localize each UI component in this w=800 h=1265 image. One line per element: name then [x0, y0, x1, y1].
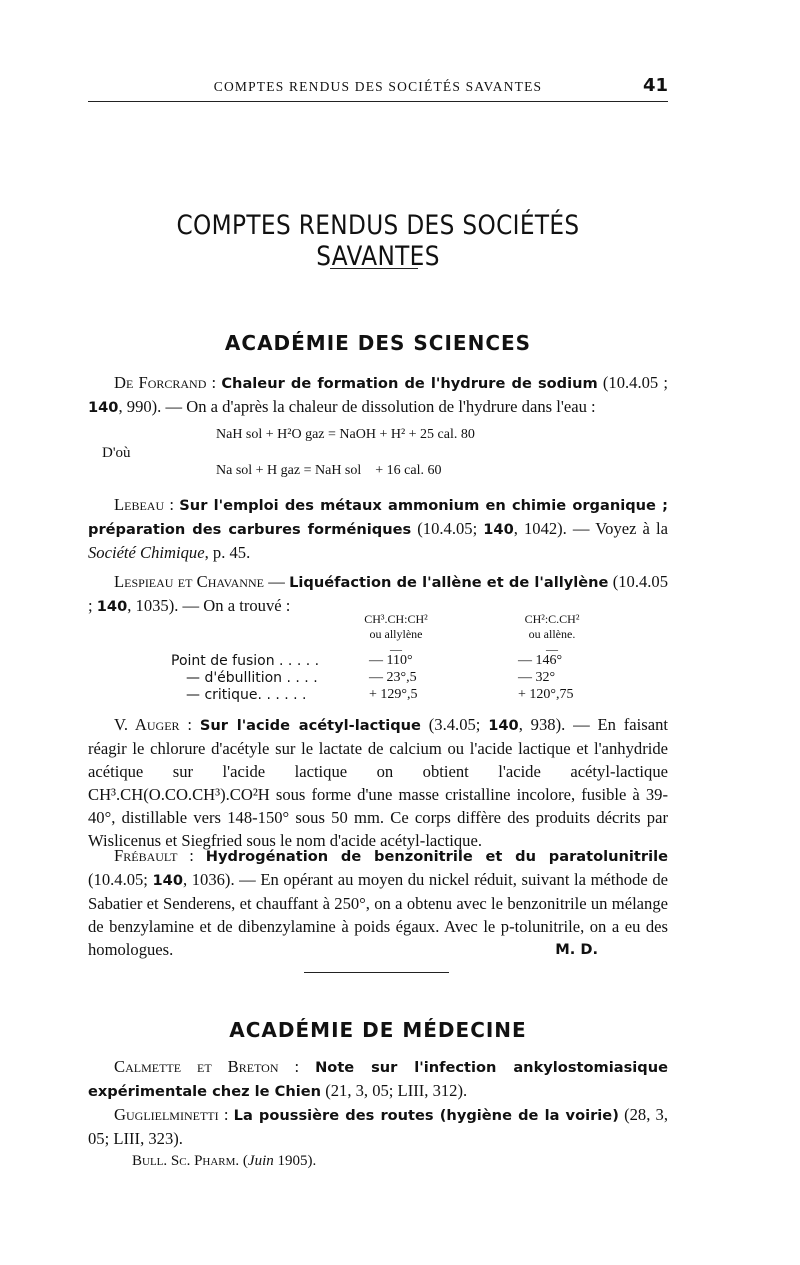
entry-text: , 1042). — Voyez à la — [513, 519, 668, 538]
running-title: COMPTES RENDUS DES SOCIÉTÉS SAVANTES — [213, 79, 543, 94]
cell-value: + 129°,5 — [369, 687, 418, 702]
reference: (28, 3, 05; LIII, 323). — [88, 1105, 668, 1148]
author: Lebeau — [114, 495, 165, 514]
volume: 140 — [488, 717, 519, 734]
month: Juin — [247, 1153, 274, 1169]
reference: (10.4.05 ; — [597, 373, 668, 392]
entry-text-end: , p. 45. — [204, 543, 251, 562]
entry-lebeau — [88, 493, 668, 564]
page-number: 41 — [642, 75, 668, 96]
header-rule — [88, 101, 668, 102]
entry-title: Sur l'emploi des métaux ammonium en chimie organique ; préparation des carbures forméniques — [88, 497, 668, 538]
cell-value: — 146° — [518, 653, 563, 668]
entry-title: Hydrogénation de benzonitrile et du paratolunitrile — [205, 848, 668, 865]
author: Guglielminetti — [114, 1105, 219, 1124]
section-title-sciences: ACADÉMIE DES SCIENCES — [224, 331, 532, 355]
separator: : — [177, 846, 206, 865]
dou-label: D'où — [102, 445, 131, 461]
author: Lespieau et Chavanne — [114, 572, 264, 591]
author: Calmette et Breton — [114, 1057, 279, 1076]
formula: CH³.CH:CH² — [364, 612, 428, 626]
entry-frebault — [88, 844, 668, 961]
volume: 140 — [152, 872, 183, 889]
author: De Forcrand — [114, 373, 207, 392]
entry-calmette — [88, 1055, 668, 1103]
entry-guglielminetti — [88, 1103, 668, 1150]
cell-value: — 110° — [369, 653, 413, 668]
date-open: ( — [239, 1153, 248, 1169]
row-label: — critique. . . . . . — [186, 687, 307, 703]
cell-value: — 32° — [518, 670, 556, 685]
running-header — [88, 77, 668, 99]
volume: 140 — [483, 521, 514, 538]
entry-text: , 1036). — En opérant au moyen du nickel réduit, suivant la méthode de Sabatier et Senderens, et chauffant à 250°, on a obtenu avec le benzonitrile un mélange de benzylamine et de dibenzylamine à poids égaux. Avec le p-tolunitrile, on a eu des homologues. — [88, 870, 668, 959]
main-title: COMPTES RENDUS DES SOCIÉTÉS SAVANTES — [176, 210, 580, 272]
entry-text: , 1035). — On a trouvé : — [127, 596, 291, 615]
entry-text: , 990). — On a d'après la chaleur de dissolution de l'hydrure dans l'eau : — [118, 397, 596, 416]
entry-title: Chaleur de formation de l'hydrure de sodium — [221, 375, 598, 392]
entry-title: Liquéfaction de l'allène et de l'allylène — [289, 574, 609, 591]
separator: : — [206, 373, 222, 392]
reference: (10.4.05; — [88, 870, 153, 889]
dash: — — [546, 642, 558, 656]
author: V. Auger — [114, 715, 180, 734]
volume: 140 — [88, 399, 119, 416]
reference: (21, 3, 05; LIII, 312). — [321, 1081, 468, 1100]
entry-lespieau — [88, 570, 668, 618]
section-title-medecine: ACADÉMIE DE MÉDECINE — [229, 1018, 527, 1042]
entry-title: Sur l'acide acétyl-lactique — [199, 717, 421, 734]
reference: (10.4.05 ; — [88, 572, 669, 615]
separator: : — [278, 1057, 316, 1076]
volume: 140 — [96, 598, 128, 615]
compound-name: ou allène. — [528, 627, 576, 641]
entry-title: La poussière des routes (hygiène de la voirie) — [233, 1107, 619, 1124]
separator: : — [218, 1105, 234, 1124]
cell-value: + 120°,75 — [518, 687, 574, 702]
dash: — — [390, 642, 402, 656]
date-close: 1905). — [273, 1153, 317, 1169]
journal-ref: Société Chimique — [88, 543, 205, 562]
signature: M. D. — [555, 941, 598, 958]
cell-value: — 23°,5 — [369, 670, 417, 685]
row-label: — d'ébullition . . . . — [186, 670, 318, 686]
column-header-allylene — [336, 612, 456, 657]
entry-auger — [88, 713, 668, 852]
reference: (10.4.05; — [411, 519, 484, 538]
equation-1: NaH sol + H²O gaz = NaOH + H² + 25 cal. 80 — [216, 427, 475, 442]
column-header-allene — [492, 612, 612, 657]
section-divider — [304, 972, 449, 973]
compound-name: ou allylène — [369, 627, 423, 641]
equation-2: Na sol + H gaz = NaH sol + 16 cal. 60 — [216, 463, 442, 478]
author: Frébault — [114, 846, 178, 865]
entry-text: , 938). — En faisant réagir le chlorure d'acétyle sur le lactate de calcium ou l'acide lactique et l'anhydride acétique sur l'acide lactique on obtient l'acide acétyl-lactique CH³.CH(O.CO.CH³).CO²H sous forme d'une masse cristalline incolore, fusible à 39-40°, distillable vers 148-150° sous 50 mm. Ce corps diffère des produits décrits par Wislicenus et Siegfried sous le nom d'acide acétyl-lactique. — [88, 715, 668, 850]
bulletin-name: Bull. Sc. Pharm. — [132, 1153, 240, 1169]
footer-signature — [132, 1153, 316, 1170]
reference: (3.4.05; — [420, 715, 489, 734]
row-label: Point de fusion . . . . . — [171, 653, 320, 669]
formula: CH²:C.CH² — [524, 612, 580, 626]
entry-title: Note sur l'infection ankylostomiasique expérimentale chez le Chien — [88, 1059, 668, 1100]
separator: : — [164, 495, 180, 514]
title-rule — [330, 268, 418, 269]
journal-page — [88, 0, 668, 1265]
separator: : — [179, 715, 200, 734]
entry-forcrand — [88, 371, 668, 419]
separator: — — [263, 572, 290, 591]
